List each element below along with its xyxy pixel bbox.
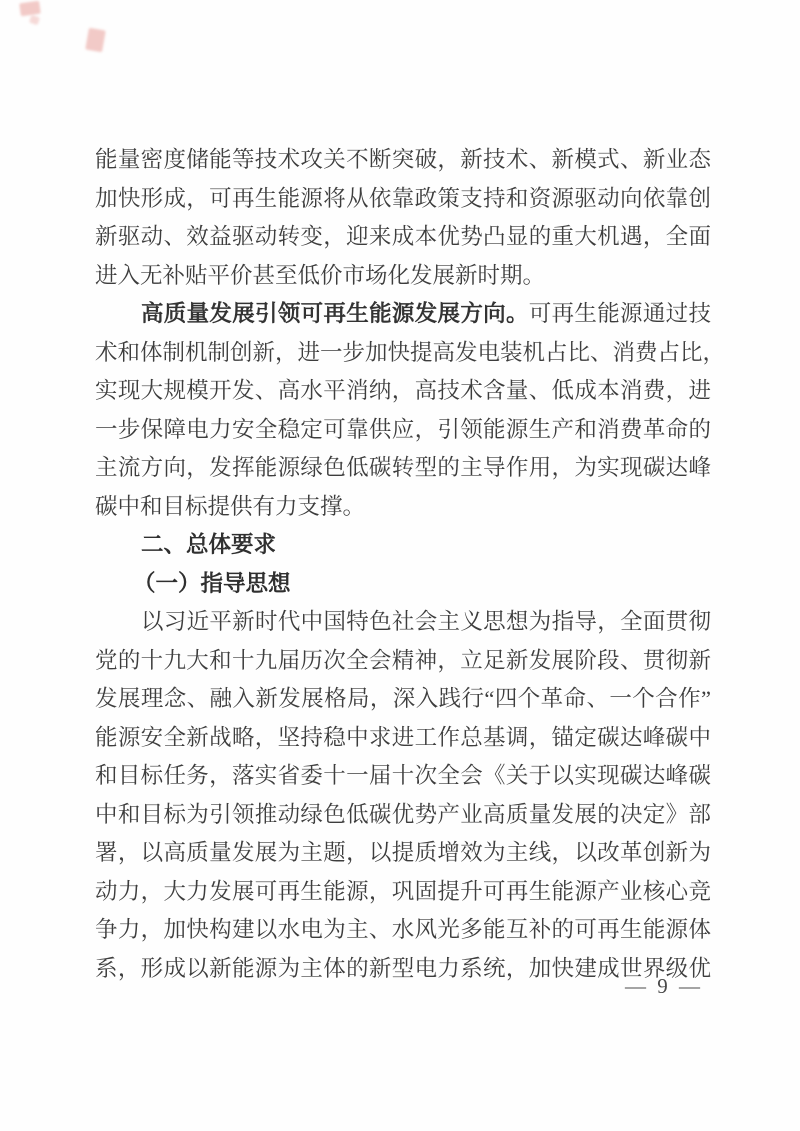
text-line: 主流方向，发挥能源绿色低碳转型的主导作用，为实现碳达峰: [95, 455, 711, 480]
body-text: [95, 141, 726, 988]
text-line: 发展理念、融入新发展格局，深入践行“四个革命、一个合作”: [95, 686, 711, 711]
text-run: 可再生能源通过技: [528, 301, 711, 326]
section-heading: 二、总体要求: [141, 532, 277, 557]
text-line: 争力，加快构建以水电为主、水风光多能互补的可再生能源体: [95, 917, 711, 942]
text-line: 中和目标为引领推动绿色低碳优势产业高质量发展的决定》部: [95, 801, 711, 827]
text-line: 党的十九大和十九届历次全会精神，立足新发展阶段、贯彻新: [95, 647, 711, 673]
red-stamp-mark-3: [85, 28, 106, 53]
emphasis-lead-text: 高质量发展引领可再生能源发展方向。: [141, 301, 529, 326]
text-line: 以习近平新时代中国特色社会主义思想为指导，全面贯彻: [141, 609, 711, 634]
text-line: 动力，大力发展可再生能源，巩固提升可再生能源产业核心竞: [95, 878, 711, 904]
text-line: 能源安全新战略，坚持稳中求进工作总基调，锚定碳达峰碳中: [95, 724, 711, 750]
red-stamp-mark-2: [29, 15, 40, 26]
text-line: 加快形成，可再生能源将从依靠政策支持和资源驱动向依靠创: [95, 185, 711, 211]
red-stamp-mark-1: [19, 1, 41, 17]
subsection-heading: （一）指导思想: [133, 570, 291, 596]
text-line: [95, 295, 711, 334]
text-line: 一步保障电力安全稳定可靠供应，引领能源生产和消费革命的: [95, 416, 711, 442]
page-number: — 9 —: [625, 974, 703, 998]
text-line: 碳中和目标提供有力支撑。: [95, 493, 366, 519]
text-line: 和目标任务，落实省委十一届十次全会《关于以实现碳达峰碳: [95, 763, 711, 788]
text-line: 新驱动、效益驱动转变，迎来成本优势凸显的重大机遇，全面: [95, 224, 711, 249]
text-line: 进入无补贴平价甚至低价市场化发展新时期。: [95, 262, 546, 288]
text-line: 能量密度储能等技术攻关不断突破，新技术、新模式、新业态: [95, 147, 711, 172]
text-line: 系，形成以新能源为主体的新型电力系统，加快建成世界级优: [95, 955, 711, 981]
text-line: 署，以高质量发展为主题，以提质增效为主线，以改革创新为: [95, 840, 711, 865]
text-line: 实现大规模开发、高水平消纳，高技术含量、低成本消费，进: [95, 378, 711, 403]
text-line: 术和体制机制创新，进一步加快提高发电装机占比、消费占比，: [95, 339, 726, 365]
